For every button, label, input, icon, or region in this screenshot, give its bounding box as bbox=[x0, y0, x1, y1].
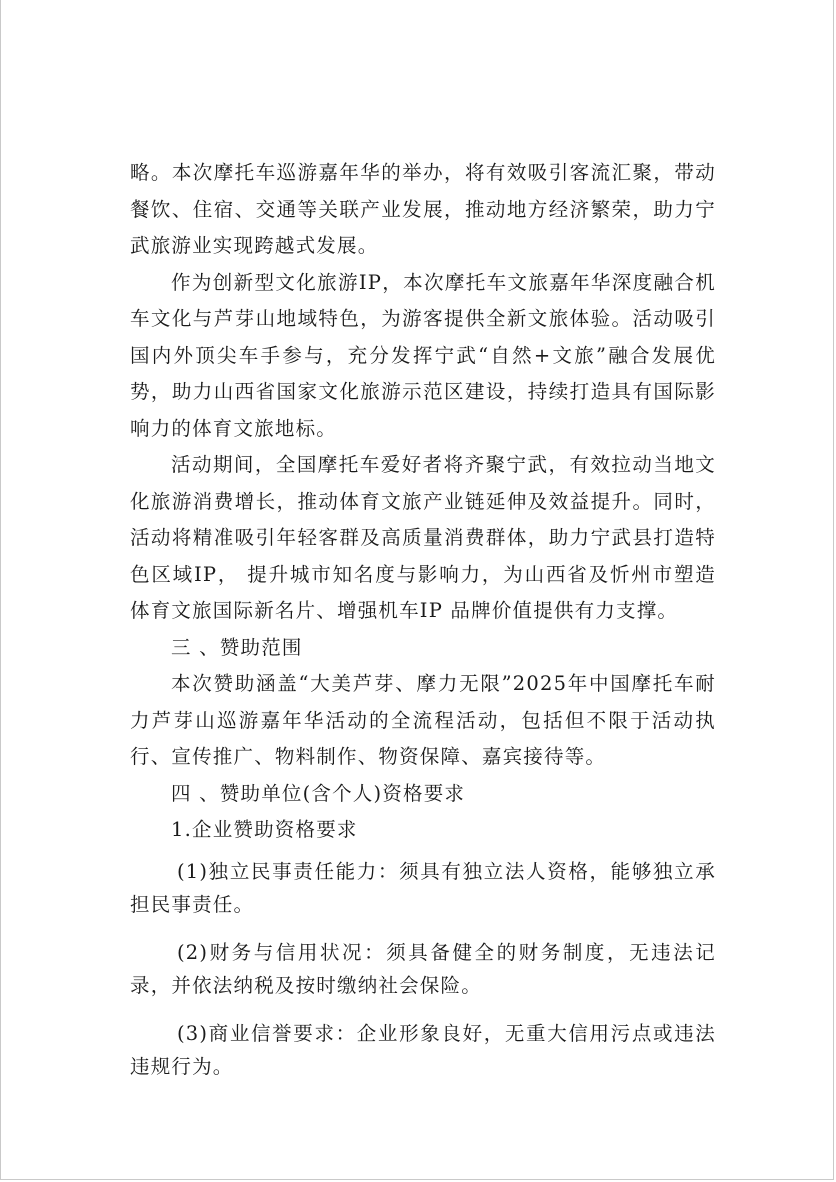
paragraph-economic-impact: 略。本次摩托车巡游嘉年华的举办，将有效吸引客流汇聚，带动餐饮、住宿、交通等关联产业发展，推动地方经济繁荣，助力宁武旅游业实现跨越式发展。 bbox=[130, 161, 716, 257]
heading-sponsor-qualifications: 四 、赞助单位(含个人)资格要求 bbox=[171, 781, 466, 805]
subheading-enterprise-qualifications: 1.企业赞助资格要求 bbox=[171, 818, 358, 841]
heading-sponsorship-scope: 三 、赞助范围 bbox=[171, 635, 303, 659]
item-civil-liability: (1)独立民事责任能力：须具有独立法人资格，能够独立承担民事责任。 bbox=[130, 859, 716, 916]
paragraph-cultural-ip: 作为创新型文化旅游IP，本次摩托车文旅嘉年华深度融合机车文化与芦芽山地域特色，为游客提供全新文旅体验。活动吸引国内外顶尖车手参与，充分发挥宁武“自然+文旅”融合发展优势，助力山西省国家文化旅游示范区建设，持续打造具有国际影响力的体育文旅地标。 bbox=[130, 270, 716, 440]
item-financial-credit: (2)财务与信用状况：须具备健全的财务制度，无违法记录，并依法纳税及按时缴纳社会保险。 bbox=[130, 940, 716, 997]
item-business-reputation: (3)商业信誉要求：企业形象良好，无重大信用污点或违法违规行为。 bbox=[130, 1021, 716, 1078]
paragraph-sponsorship-scope: 本次赞助涵盖“大美芦芽、摩力无限”2025年中国摩托车耐力芦芽山巡游嘉年华活动的全流程活动，包括但不限于活动执行、宣传推广、物料制作、物资保障、嘉宾接待等。 bbox=[130, 672, 716, 768]
document-body bbox=[130, 155, 716, 1084]
paragraph-activity-period: 活动期间，全国摩托车爱好者将齐聚宁武，有效拉动当地文化旅游消费增长，推动体育文旅产业链延伸及效益提升。同时，活动将精准吸引年轻客群及高质量消费群体，助力宁武县打造特色区域IP， 提升城市知名度与影响力，为山西省及忻州市塑造体育文旅国际新名片、增强机车IP 品牌价值提供有力支撑。 bbox=[130, 453, 716, 622]
